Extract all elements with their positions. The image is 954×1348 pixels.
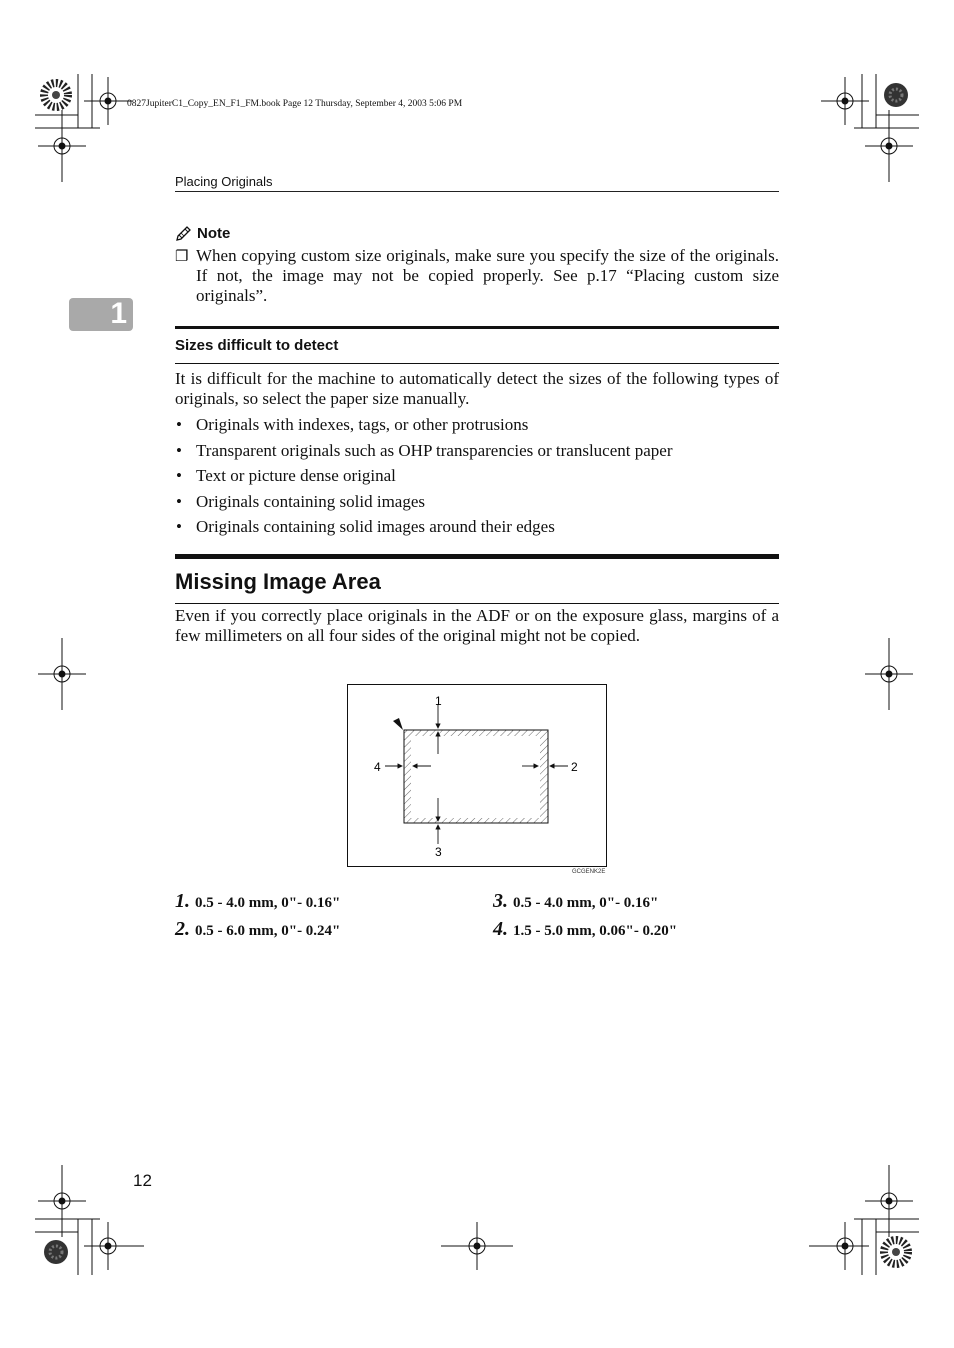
original-sheet — [404, 730, 548, 823]
legend-item-4: 4. 1.5 - 5.0 mm, 0.06"- 0.20" — [493, 918, 678, 940]
diagram-label-4: 4 — [374, 760, 381, 774]
list-item: • Originals containing solid images around their edges — [176, 517, 555, 537]
legend-item-2: 2. 0.5 - 6.0 mm, 0"- 0.24" — [175, 918, 341, 940]
list-item: • Originals with indexes, tags, or other protrusions — [176, 415, 529, 434]
figure-code: GCGENK2E — [572, 869, 606, 875]
diagram-label-1: 1 — [435, 694, 442, 708]
sizes-bullet-list — [175, 412, 779, 540]
sizes-intro: It is difficult for the machine to automatically detect the sizes of the following types of originals, so select the paper size manually. — [175, 369, 779, 408]
page-number: 12 — [133, 1171, 152, 1190]
list-item: • Originals containing solid images — [176, 491, 425, 511]
diagram-label-2: 2 — [571, 760, 578, 774]
section-title: Missing Image Area — [175, 569, 381, 594]
note-title: Note — [197, 225, 231, 242]
subsection-heading — [175, 326, 779, 364]
chapter-tab — [69, 298, 133, 331]
subsection-title: Sizes difficult to detect — [175, 337, 339, 354]
print-header: 0827JupiterC1_Copy_EN_F1_FM.book Page 12 Thursday, September 4, 2003 5:06 PM — [127, 99, 463, 109]
missing-body: Even if you correctly place originals in the ADF or on the exposure glass, margins of a few millimeters on all four sides of the original might not be copied. — [175, 606, 779, 645]
pencil-icon — [175, 226, 193, 242]
note-text: When copying custom size originals, make sure you specify the size of the originals. If not, the image may not be copied properly. See p.17 “Placing custom size originals”. — [196, 246, 779, 305]
legend-item-1: 1. 0.5 - 4.0 mm, 0"- 0.16" — [175, 890, 341, 912]
note-heading — [175, 225, 230, 242]
missing-area-diagram — [347, 684, 607, 867]
note-item — [175, 246, 779, 306]
list-item: • Transparent originals such as OHP transparencies or translucent paper — [176, 440, 673, 460]
diagram-label-3: 3 — [435, 845, 442, 859]
list-item: • Text or picture dense original — [176, 466, 396, 486]
running-header: Placing Originals — [175, 174, 779, 192]
chapter-number: 1 — [110, 297, 127, 330]
section-heading — [175, 554, 779, 604]
checkbox-bullet-icon: ❐ — [175, 249, 189, 265]
legend-item-3: 3. 0.5 - 4.0 mm, 0"- 0.16" — [493, 890, 659, 912]
